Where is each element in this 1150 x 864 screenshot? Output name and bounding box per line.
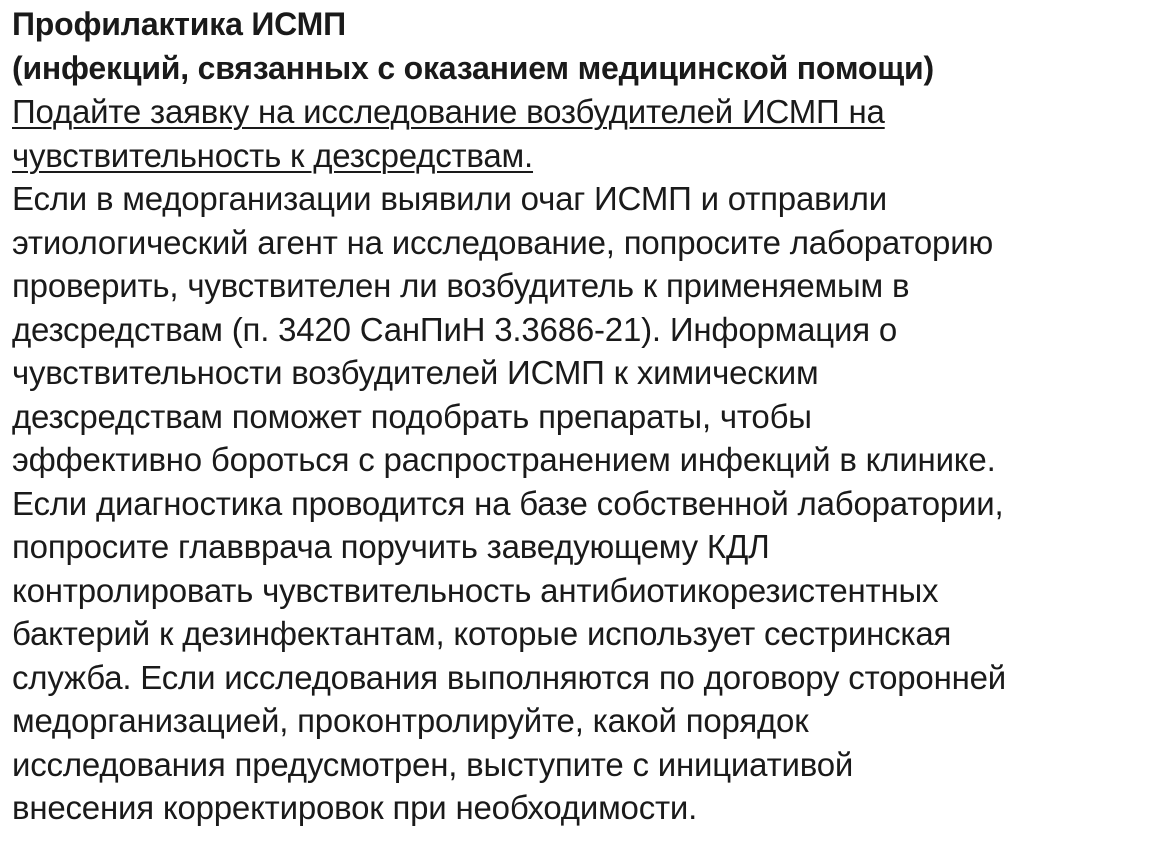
- page-title-line-2: (инфекций, связанных с оказанием медицинской помощи): [12, 50, 934, 86]
- document-page: [12, 2, 1142, 830]
- body-line: чувствительности возбудителей ИСМП к химическим: [12, 354, 819, 391]
- body-line: дезсредствам поможет подобрать препараты, чтобы: [12, 397, 812, 435]
- body-line: Если диагностика проводится на базе собственной лаборатории,: [12, 484, 1004, 522]
- body-line: Если в медорганизации выявили очаг ИСМП и отправили: [12, 180, 887, 217]
- body-line: внесения корректировок при необходимости.: [12, 789, 698, 826]
- page-title-line-1: Профилактика ИСМП: [12, 6, 346, 42]
- body-line: этиологический агент на исследование, попросите лабораторию: [12, 223, 993, 261]
- body-line: контролировать чувствительность антибиотикорезистентных: [12, 571, 939, 609]
- body-line: эффективно бороться с распространением инфекций в клинике.: [12, 441, 996, 478]
- body-line: служба. Если исследования выполняются по договору сторонней: [12, 658, 1007, 696]
- body-line: дезсредствам (п. 3420 СанПиН 3.3686-21). Информация о: [12, 310, 897, 348]
- body-line: бактерий к дезинфектантам, которые использует сестринская: [12, 615, 952, 652]
- request-link-line-1[interactable]: Подайте заявку на исследование возбудителей ИСМП на: [12, 93, 885, 130]
- body-line: попросите главврача поручить заведующему КДЛ: [12, 528, 770, 565]
- request-link-line-2[interactable]: чувствительность к дезсредствам.: [12, 136, 534, 174]
- body-line: проверить, чувствителен ли возбудитель к применяемым в: [12, 267, 910, 304]
- body-line: медорганизацией, проконтролируйте, какой порядок: [12, 702, 809, 739]
- body-line: исследования предусмотрен, выступите с инициативой: [12, 745, 854, 783]
- body-text: [12, 177, 1142, 830]
